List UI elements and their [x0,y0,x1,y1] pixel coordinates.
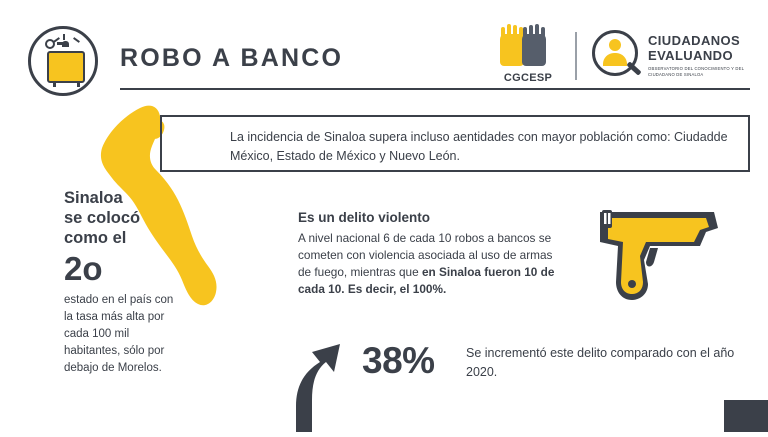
corner-accent [724,400,768,432]
callout-text: La incidencia de Sinaloa supera incluso aentidades con mayor población como: Ciudadde México, Estado de México y Nuevo León. [230,130,728,163]
left-body-text: estado en el país con la tasa más alta por cada 100 mil habitantes, sólo por debajo de Morelos. [64,294,174,374]
violent-crime-body [298,230,563,298]
ciudadanos-evaluando-icon [592,30,644,82]
left-heading-line-3: como el [64,229,127,247]
brand-line-2: EVALUANDO [648,48,733,63]
violent-crime-block [298,210,563,298]
percent-description: Se incrementó este delito comparado con el año 2020. [466,346,735,379]
handgun-icon [588,198,728,308]
left-stat-block [64,188,174,377]
brand-line-1: CIUDADANOS [648,33,741,48]
brand-text [648,33,768,78]
header-divider [120,88,750,90]
page-title: ROBO A BANCO [120,44,344,72]
safe-icon [28,26,98,96]
percent-value: 38% [362,340,435,381]
cgcesp-label: CGCESP [503,72,553,84]
left-heading-line-2: se colocó [64,209,141,227]
up-arrow-icon [290,340,350,432]
logo-divider [575,32,577,80]
cgcesp-logo [494,32,562,94]
left-big-value: 2o [64,250,103,287]
violent-crime-title: Es un delito violento [298,210,431,225]
violent-crime-body-part1: A nivel nacional 6 de cada 10 robos a bancos se cometen con violencia asociada al uso de armas de fuego, mientras que [298,231,553,279]
violent-crime-body-bold: en Sinaloa fueron 10 de cada 10. Es decir, el 100%. [298,265,555,296]
brand-subtitle: OBSERVATORIO DEL CONOCIMIENTO Y DEL CIUDADANO DE SINALOA [648,66,744,77]
left-heading-line-1: Sinaloa [64,189,123,207]
